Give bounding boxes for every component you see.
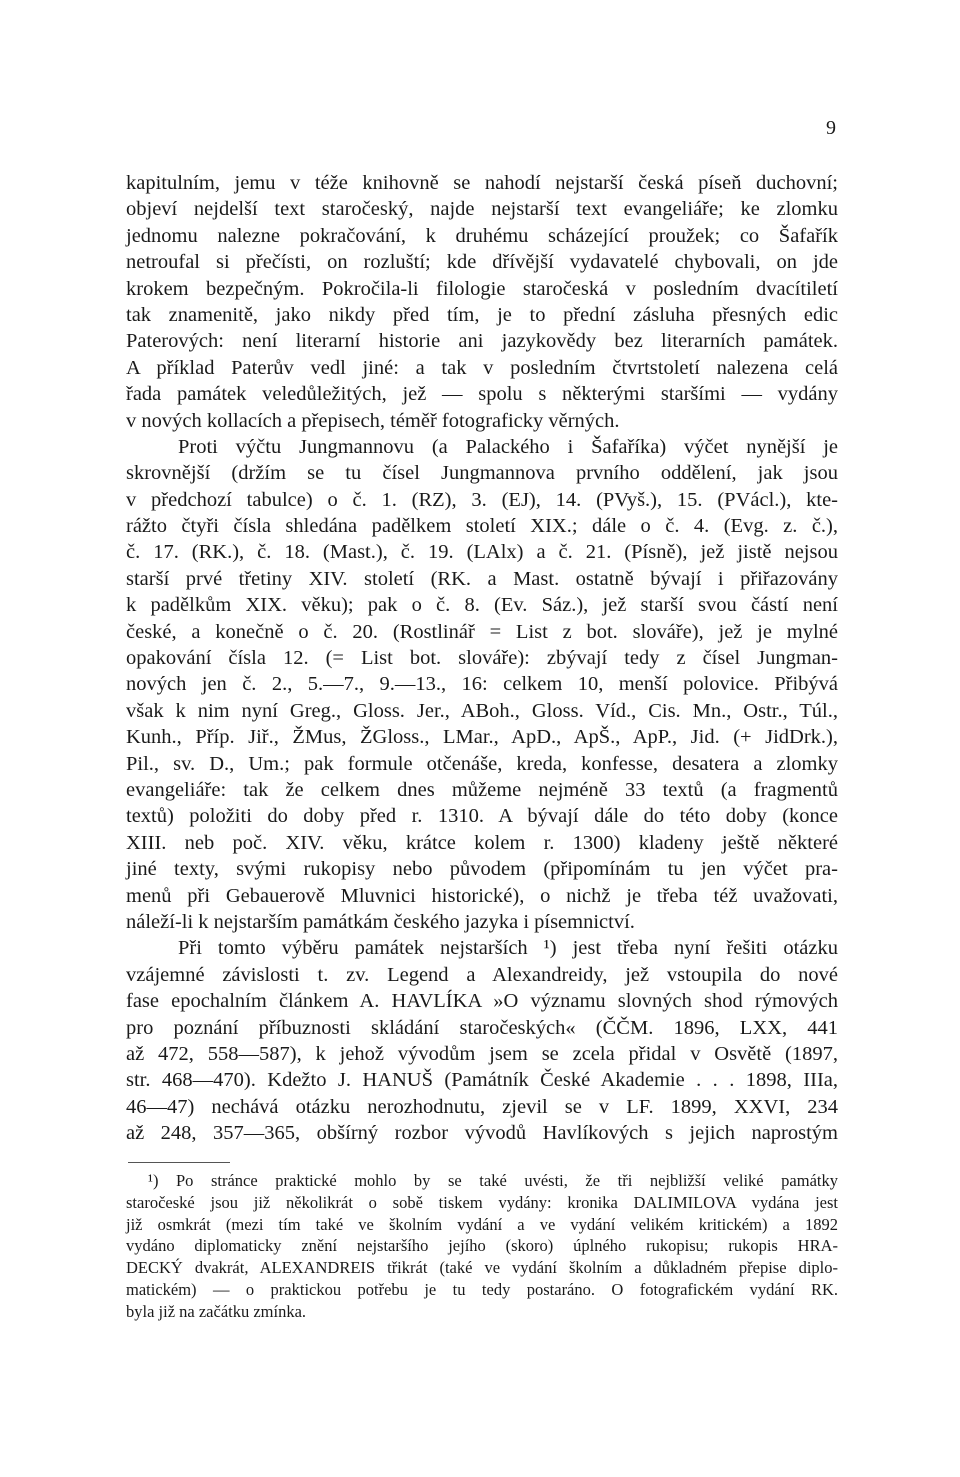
text-line: textů) položiti do doby před r. 1310. A bývají dále do této doby (konce: [126, 805, 838, 828]
footnote-separator: [128, 1162, 230, 1163]
text-line: Paterových: není literarní historie ani jazykovědy bez literarních památek.: [126, 330, 838, 353]
footnote-line: byla již na začátku zmínka.: [126, 1301, 307, 1321]
text-line: české, a konečně o č. 20. (Rostlinář = List z bot. slováře), jež je mylné: [126, 620, 838, 643]
page-number: 9: [826, 117, 836, 139]
footnote-line: DECKÝ dvakrát, ALEXANDREIS třikrát (také ve vydání školním a důkladném přepise diplo-: [126, 1258, 838, 1278]
text-line: nových jen č. 2., 5.—7., 9.—13., 16: celkem 10, menší polovice. Přibývá: [126, 673, 838, 696]
text-line: řada památek veledůležitých, jež — spolu s některými staršími — vydány: [126, 383, 838, 406]
text-line: až 248, 357—365, obšírný rozbor vývodů Havlíkových s jejich naprostým: [126, 1122, 838, 1145]
text-line: pro poznání příbuznosti skládání staročeských« (ČČM. 1896, LXX, 441: [126, 1016, 838, 1039]
text-line: starší prvé třetiny XIV. století (RK. a Mast. ostatně bývají i přiřazovány: [126, 567, 838, 590]
text-line: menů při Gebauerově Mluvnici historické), o nichž je třeba též uvažovati,: [126, 884, 838, 907]
text-line: č. 17. (RK.), č. 18. (Mast.), č. 19. (LAlx) a č. 21. (Písně), jež jistě nejsou: [126, 541, 838, 564]
footnote-line: vydáno diplomaticky znění nejstaršího jejího (skoro) úplného rukopisu; rukopis HRA-: [126, 1236, 838, 1256]
text-line: Kunh., Příp. Jiř., ŽMus, ŽGloss., LMar., ApD., ApŠ., ApP., Jid. (+ JidDrk.),: [126, 726, 838, 749]
text-line: evangeliáře: tak že celkem dnes můžeme nejméně 33 textů (a fragmentů: [126, 778, 838, 801]
text-line: k padělkům XIX. věku); pak o č. 8. (Ev. Sáz.), jež starší svou částí není: [126, 594, 838, 617]
text-line: fase epochalním článkem A. HAVLÍKA »O významu slovných shod rýmových: [126, 990, 838, 1013]
footnote-line: již osmkrát (mezi tím také ve školním vydání a ve vydání velikém kritickém) a 1892: [126, 1214, 838, 1234]
text-line: však k nim nyní Greg., Gloss. Jer., ABoh., Gloss. Víd., Cis. Mn., Ostr., Túl.,: [126, 699, 838, 722]
text-line: v předchozí tabulce) o č. 1. (RZ), 3. (EJ), 14. (PVyš.), 15. (PVácl.), kte-: [126, 488, 838, 511]
text-line: tak znamenitě, jako nikdy před tím, je to přední zásluha přesných edic: [126, 303, 838, 326]
text-line: rážto čtyři čísla shledána padělkem století XIX.; dále o č. 4. (Evg. z. č.),: [126, 515, 838, 538]
text-line: vzájemné závislosti t. zv. Legend a Alexandreidy, jež vstoupila do nové: [126, 963, 838, 986]
text-line: náleží-li k nejstarším památkám českého jazyka i písemnictví.: [126, 910, 635, 933]
text-line: jiné texty, svými rukopisy nebo původem (připomínám tu jen výčet pra-: [126, 858, 838, 881]
footnote: [126, 1170, 838, 1323]
text-line: netroufal si přečísti, on rozluští; kde dřívější vydavatelé chybovali, on jde: [126, 251, 838, 274]
text-line: Pil., sv. D., Um.; pak formule otčenáše, kreda, konfesse, desatera a zlomky: [126, 752, 838, 775]
text-line: A příklad Paterův vedl jiné: a tak v posledním čtvrtstoletí nalezena celá: [126, 356, 838, 379]
text-line: jednomu nalezne pokračování, k druhému scházející proužek; co Šafařík: [126, 224, 838, 247]
paragraph-start-line: Při tomto výběru památek nejstarších ¹) jest třeba nyní řešiti otázku: [178, 937, 838, 960]
paragraph-start-line: Proti výčtu Jungmannovu (a Palackého i Šafaříka) výčet nynější je: [178, 435, 838, 458]
footnote-line: matickém) — o praktickou potřebu je tu tedy postaráno. O fotografickém vydání RK.: [126, 1279, 838, 1299]
text-line: opakování čísla 12. (= List bot. slováře): zbývají tedy z čísel Jungman-: [126, 647, 838, 670]
text-line: str. 468—470). Kdežto J. HANUŠ (Památník České Akademie . . . 1898, IIIa,: [126, 1069, 838, 1092]
text-line: skrovnější (držím se tu čísel Jungmannova prvního oddělení, jak jsou: [126, 462, 838, 485]
body-text: [126, 170, 838, 1146]
text-line: objeví nejdelší text staročeský, najde nejstarší text evangeliáře; ke zlomku: [126, 198, 838, 221]
text-line: až 472, 558—587), k jehož vývodům jsem se zcela přidal v Osvětě (1897,: [126, 1042, 838, 1065]
text-line: 46—47) nechává otázku nerozhodnutu, zjevil se v LF. 1899, XXVI, 234: [126, 1095, 838, 1118]
text-line: XIII. neb poč. XIV. věku, krátce kolem r. 1300) kladeny ještě některé: [126, 831, 838, 854]
footnote-line: staročeské jsou již několikrát o sobě tiskem vydány: kronika DALIMILOVA vydána jest: [126, 1192, 838, 1212]
text-line: v nových kollacích a přepisech, téměř fotograficky věrných.: [126, 409, 620, 432]
footnote-line: ¹) Po stránce praktické mohlo by se také uvésti, že tři nejbližší veliké památky: [148, 1171, 838, 1190]
text-line: kapitulním, jemu v téže knihovně se nahodí nejstarší česká píseň duchovní;: [126, 172, 838, 194]
text-line: krokem bezpečným. Pokročila-li filologie staročeská v posledním dvacítiletí: [126, 277, 838, 300]
